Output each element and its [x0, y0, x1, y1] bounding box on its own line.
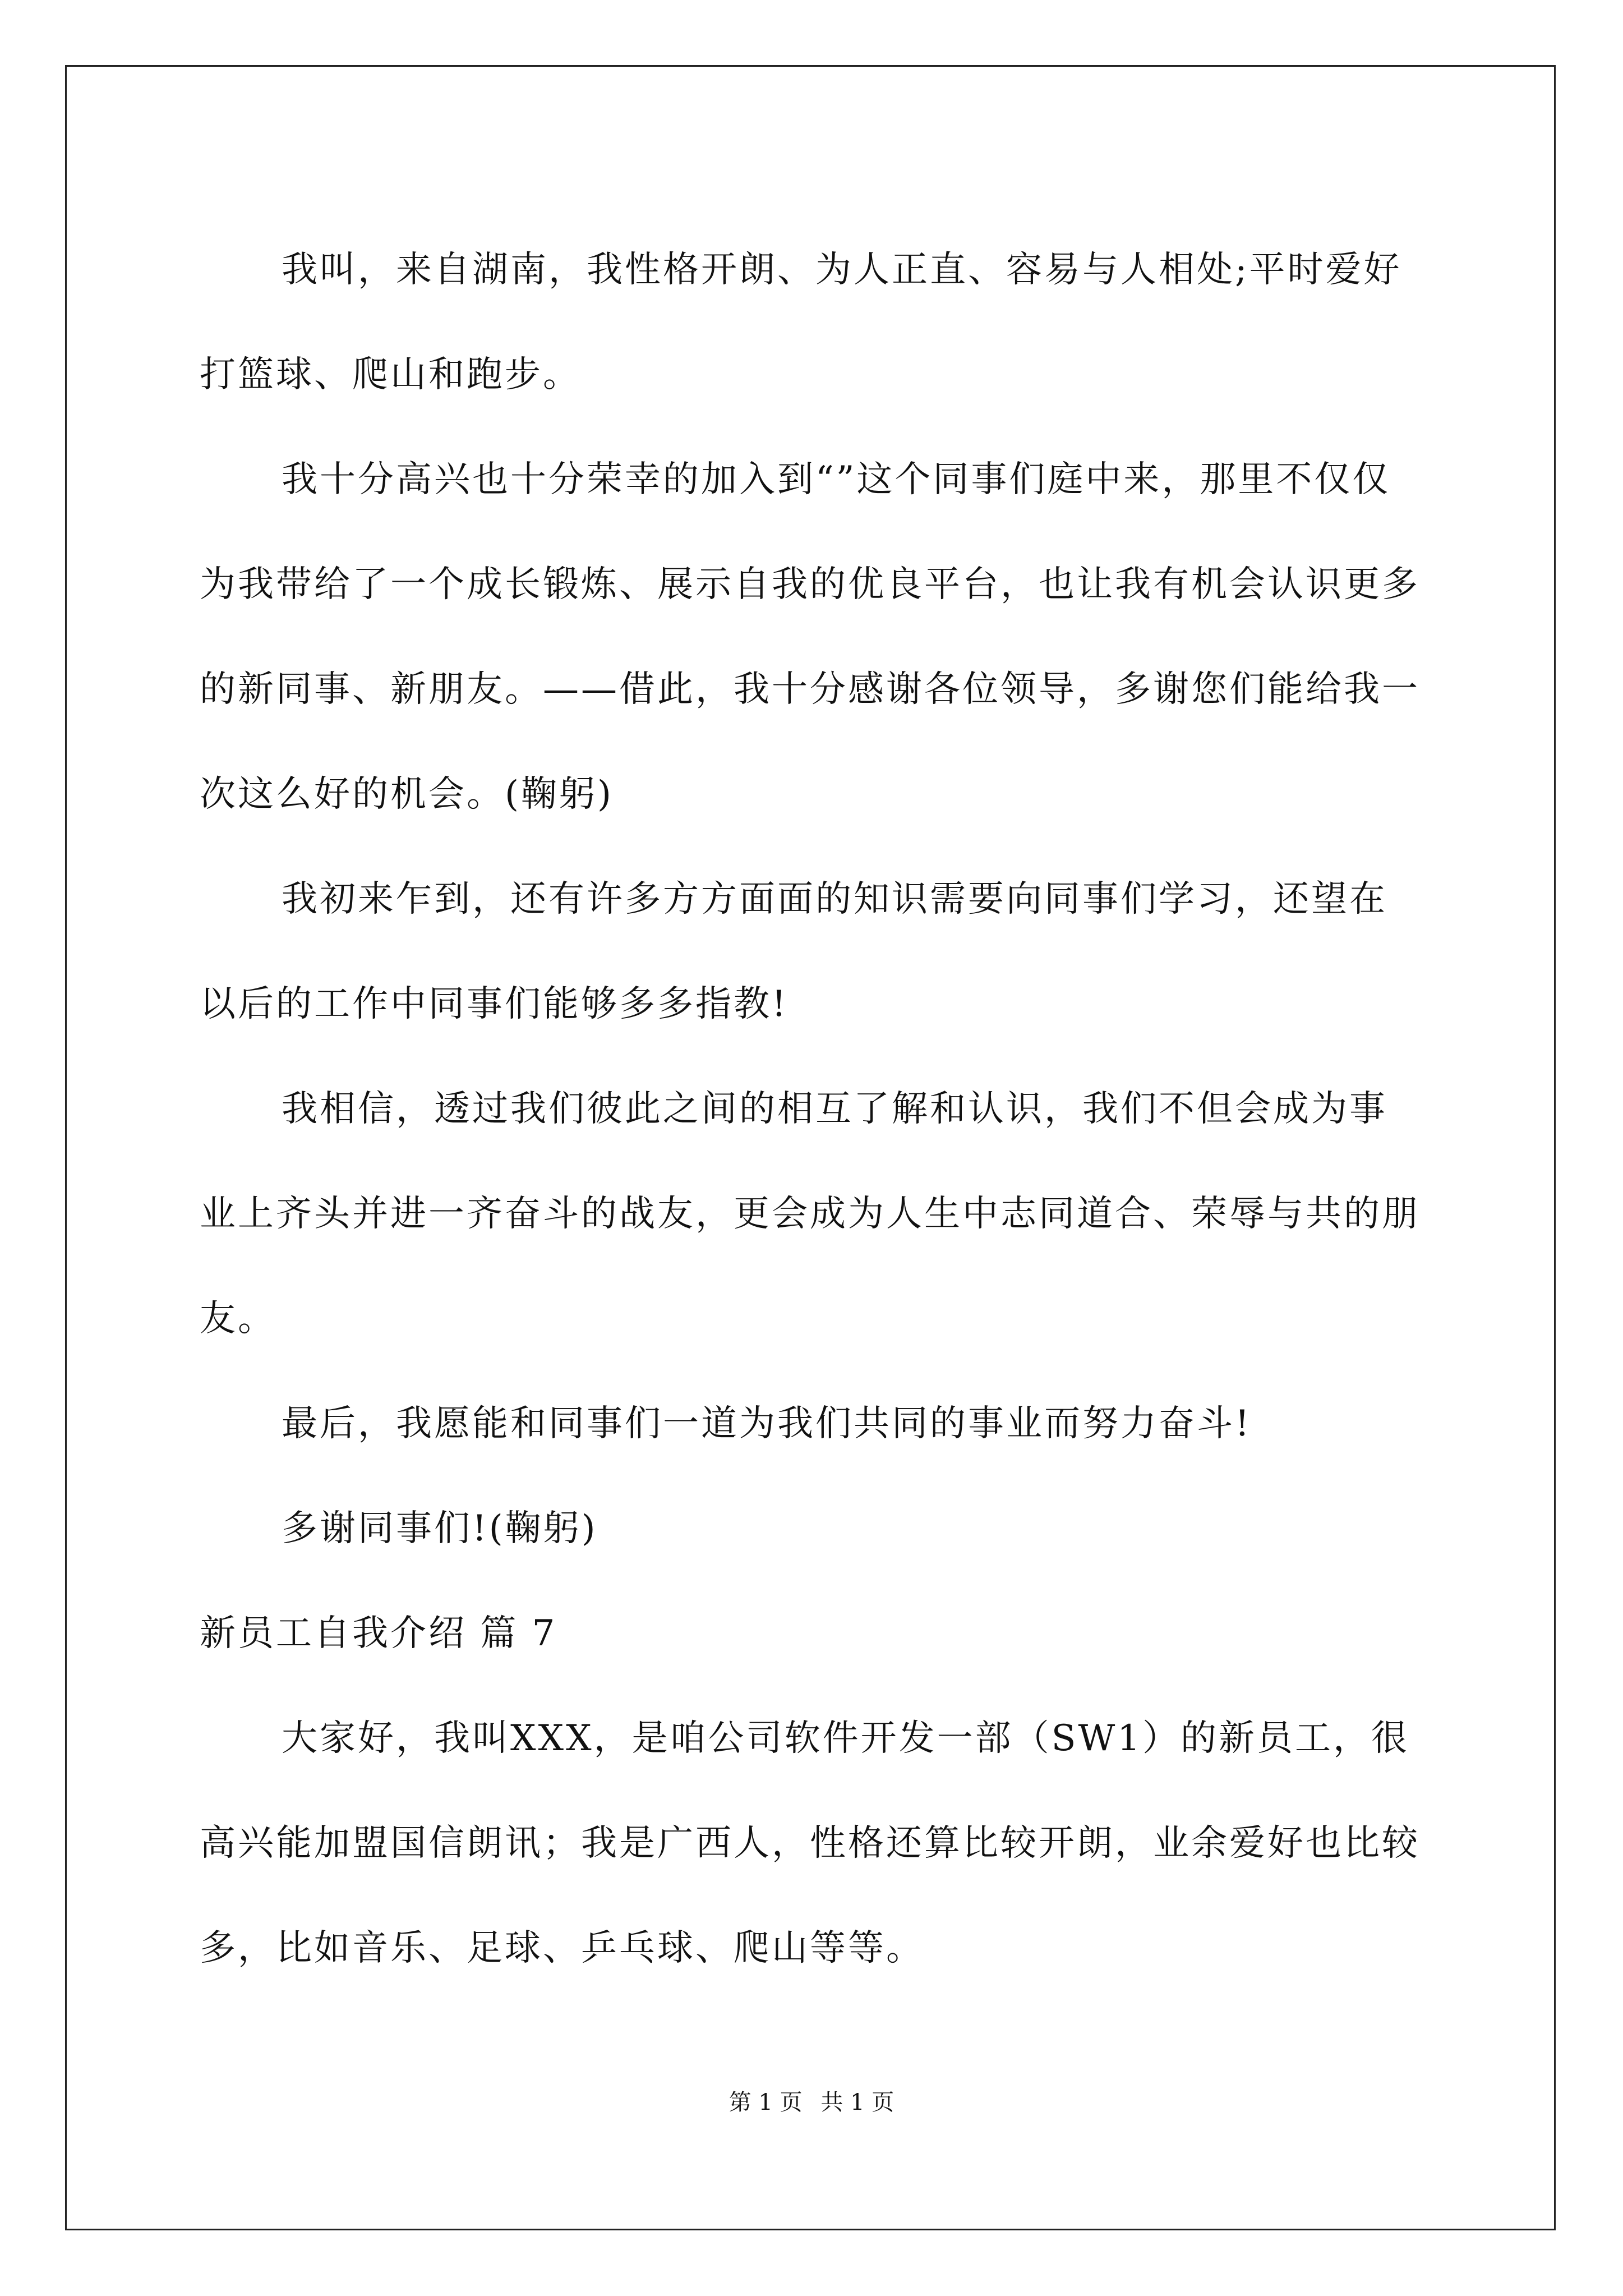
paragraph-section-intro: 大家好，我叫XXX，是咱公司软件开发一部（SW1）的新员工，很高兴能加盟国信朗讯；我是广西人，性格还算比较开朗，业余爱好也比较多，比如音乐、足球、乒乓球、爬山等等。 [200, 1718, 1420, 1969]
page-total: 共 1 页 [820, 2090, 895, 2115]
paragraph-belief: 我相信，透过我们彼此之间的相互了解和认识，我们不但会成为事业上齐头并进一齐奋斗的战友，更会成为人生中志同道合、荣辱与共的朋友。 [200, 1088, 1420, 1340]
document-body [200, 218, 1422, 2001]
page-number: 第 1 页 [728, 2090, 803, 2115]
paragraph-joining: 我十分高兴也十分荣幸的加入到“”这个同事们庭中来，那里不仅仅为我带给了一个成长锻炼、展示自我的优良平台，也让我有机会认识更多的新同事、新朋友。——借此，我十分感谢各位领导，多谢您们能给我一次这么好的机会。(鞠躬) [200, 459, 1420, 815]
page-footer [0, 2086, 1623, 2119]
paragraph-intro: 我叫，来自湖南，我性格开朗、为人正直、容易与人相处;平时爱好打篮球、爬山和跑步。 [200, 249, 1402, 395]
paragraph-closing: 最后，我愿能和同事们一道为我们共同的事业而努力奋斗! [282, 1403, 1252, 1444]
section-heading: 新员工自我介绍 篇 7 [200, 1613, 557, 1654]
paragraph-learning: 我初来乍到，还有许多方方面面的知识需要向同事们学习，还望在以后的工作中同事们能够多多指教! [200, 878, 1387, 1025]
paragraph-thanks: 多谢同事们!(鞠躬) [282, 1508, 598, 1549]
